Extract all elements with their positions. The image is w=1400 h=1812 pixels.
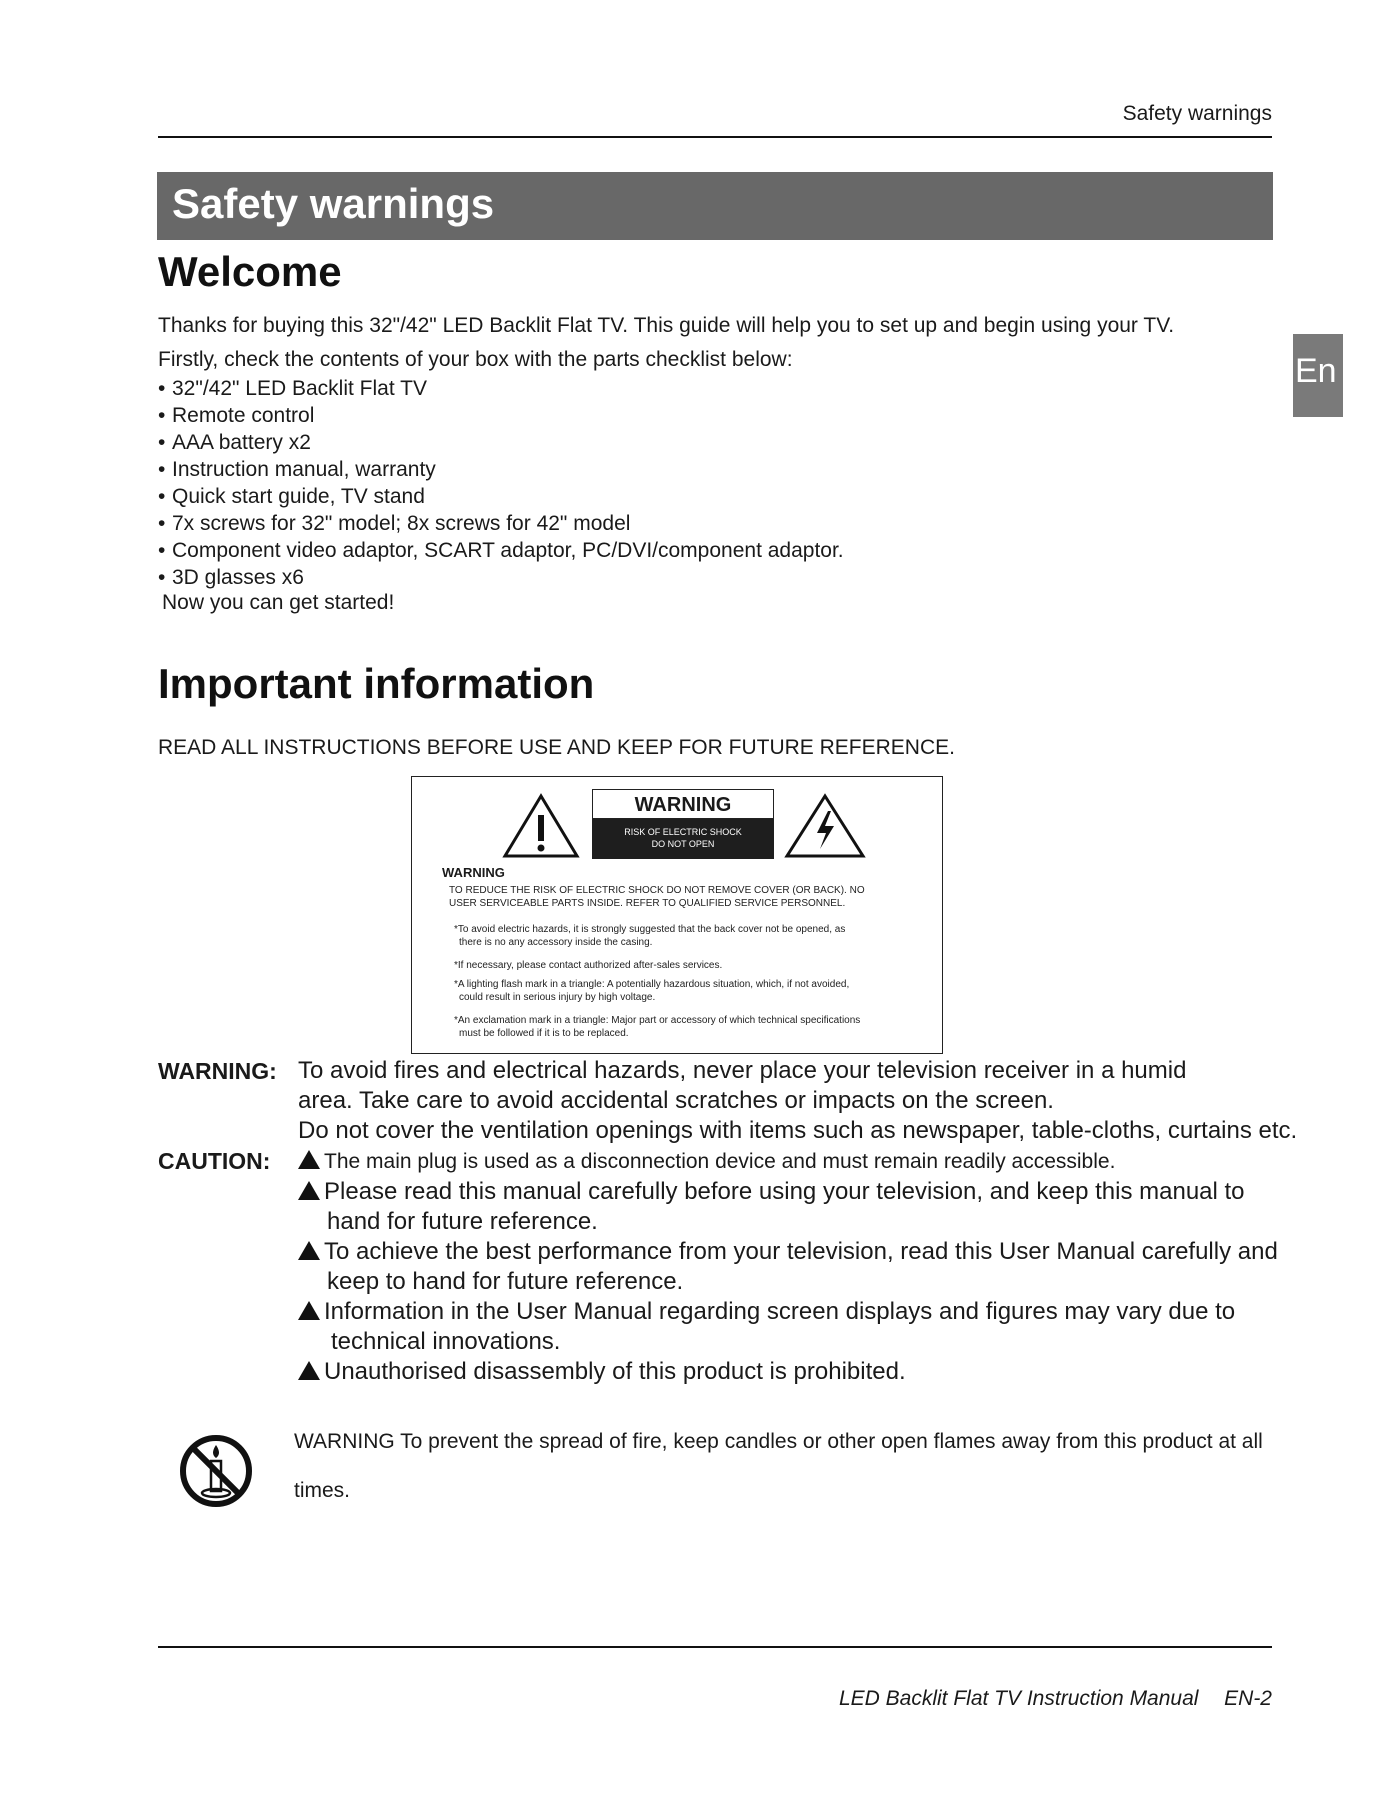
note-line: must be followed if it is to be replaced. [459,1028,629,1039]
note-line: *To avoid electric hazards, it is strongly suggested that the back cover not be opened, as [454,924,846,935]
caution-triangle-icon [298,1241,320,1260]
list-item: • Instruction manual, warranty [158,458,436,481]
banner-title: Safety warnings [172,180,495,227]
header-rule [158,136,1272,138]
warning-label-heading: WARNING [442,865,505,880]
warning-note: *If necessary, please contact authorized after-sales services. [454,960,723,971]
footer-manual-title: LED Backlit Flat TV Instruction Manual [838,1687,1199,1710]
warning-main-text [449,884,865,910]
caution-item-continuation: keep to hand for future reference. [327,1268,684,1295]
footer-rule [158,1646,1272,1648]
warning-note [454,923,845,949]
caution-triangle-icon [298,1150,320,1169]
do-not-open-line: DO NOT OPEN [651,839,715,849]
warning-label-box [411,776,943,1054]
shock-risk-line: RISK OF ELECTRIC SHOCK [624,827,742,837]
warning-label-title: WARNING [592,789,774,819]
caution-triangle-icon [298,1361,320,1380]
section-banner [157,172,1273,240]
note-line: there is no any accessory inside the casing. [459,937,653,948]
caution-triangle-icon [298,1181,320,1200]
list-item: • Quick start guide, TV stand [158,485,425,508]
warning-note [454,978,849,1004]
get-started-text: Now you can get started! [162,591,395,614]
warning-main-line: USER SERVICEABLE PARTS INSIDE. REFER TO QUALIFIED SERVICE PERSONNEL. [449,898,846,909]
running-header: Safety warnings [1122,102,1272,125]
caution-label: CAUTION: [158,1148,271,1174]
list-item: • 32"/42" LED Backlit Flat TV [158,377,427,400]
read-all-notice: READ ALL INSTRUCTIONS BEFORE USE AND KEEP FOR FUTURE REFERENCE. [158,736,955,759]
no-open-flame-icon [178,1433,254,1509]
warning-text [298,1056,1297,1146]
warning-note [454,1014,860,1040]
parts-checklist [158,375,844,591]
warning-main-line: TO REDUCE THE RISK OF ELECTRIC SHOCK DO NOT REMOVE COVER (OR BACK). NO [449,885,865,896]
warning-line: area. Take care to avoid accidental scratches or impacts on the screen. [298,1087,1054,1114]
warning-line: To avoid fires and electrical hazards, never place your television receiver in a humid [298,1057,1187,1084]
note-line: could result in serious injury by high voltage. [459,992,656,1003]
footer [158,1687,1272,1711]
list-item: • 3D glasses x6 [158,566,304,589]
welcome-heading: Welcome [158,248,342,295]
note-line: *An exclamation mark in a triangle: Major part or accessory of which technical specifications [454,1015,861,1026]
caution-item-continuation: technical innovations. [331,1328,561,1355]
list-item: • AAA battery x2 [158,431,311,454]
exclamation-triangle-icon [502,793,580,859]
language-tab [1293,334,1343,417]
important-heading: Important information [158,660,595,707]
warning-line: Do not cover the ventilation openings with items such as newspaper, table-cloths, curtains etc. [298,1117,1298,1144]
caution-item: The main plug is used as a disconnection device and must remain readily accessible. [298,1147,1278,1177]
caution-item: Please read this manual carefully before using your television, and keep this manual to [298,1177,1278,1207]
caution-item: Unauthorised disassembly of this product is prohibited. [298,1357,1278,1387]
lightning-triangle-icon [784,793,866,859]
welcome-intro: Thanks for buying this 32"/42" LED Backlit Flat TV. This guide will help you to set up and begin using your TV. [158,314,1175,337]
fire-warning-line: WARNING To prevent the spread of fire, keep candles or other open flames away from this product at all [294,1430,1263,1453]
list-item: • Remote control [158,404,315,427]
caution-item: Information in the User Manual regarding screen displays and figures may vary due to [298,1297,1278,1327]
warning-label: WARNING: [158,1058,277,1084]
note-line: *A lighting flash mark in a triangle: A potentially hazardous situation, which, if not avoided, [454,979,850,990]
fire-warning-line: times. [294,1479,351,1502]
checklist-intro: Firstly, check the contents of your box with the parts checklist below: [158,348,793,371]
shock-risk-label [592,819,774,859]
language-tab-label: En [1295,352,1337,390]
caution-item: To achieve the best performance from your television, read this User Manual carefully and [298,1237,1278,1267]
list-item: • 7x screws for 32" model; 8x screws for 42" model [158,512,631,535]
caution-triangle-icon [298,1301,320,1320]
list-item: • Component video adaptor, SCART adaptor, PC/DVI/component adaptor. [158,539,844,562]
caution-item-continuation: hand for future reference. [327,1208,598,1235]
caution-list [298,1147,1278,1387]
page-number: EN-2 [1224,1687,1272,1710]
